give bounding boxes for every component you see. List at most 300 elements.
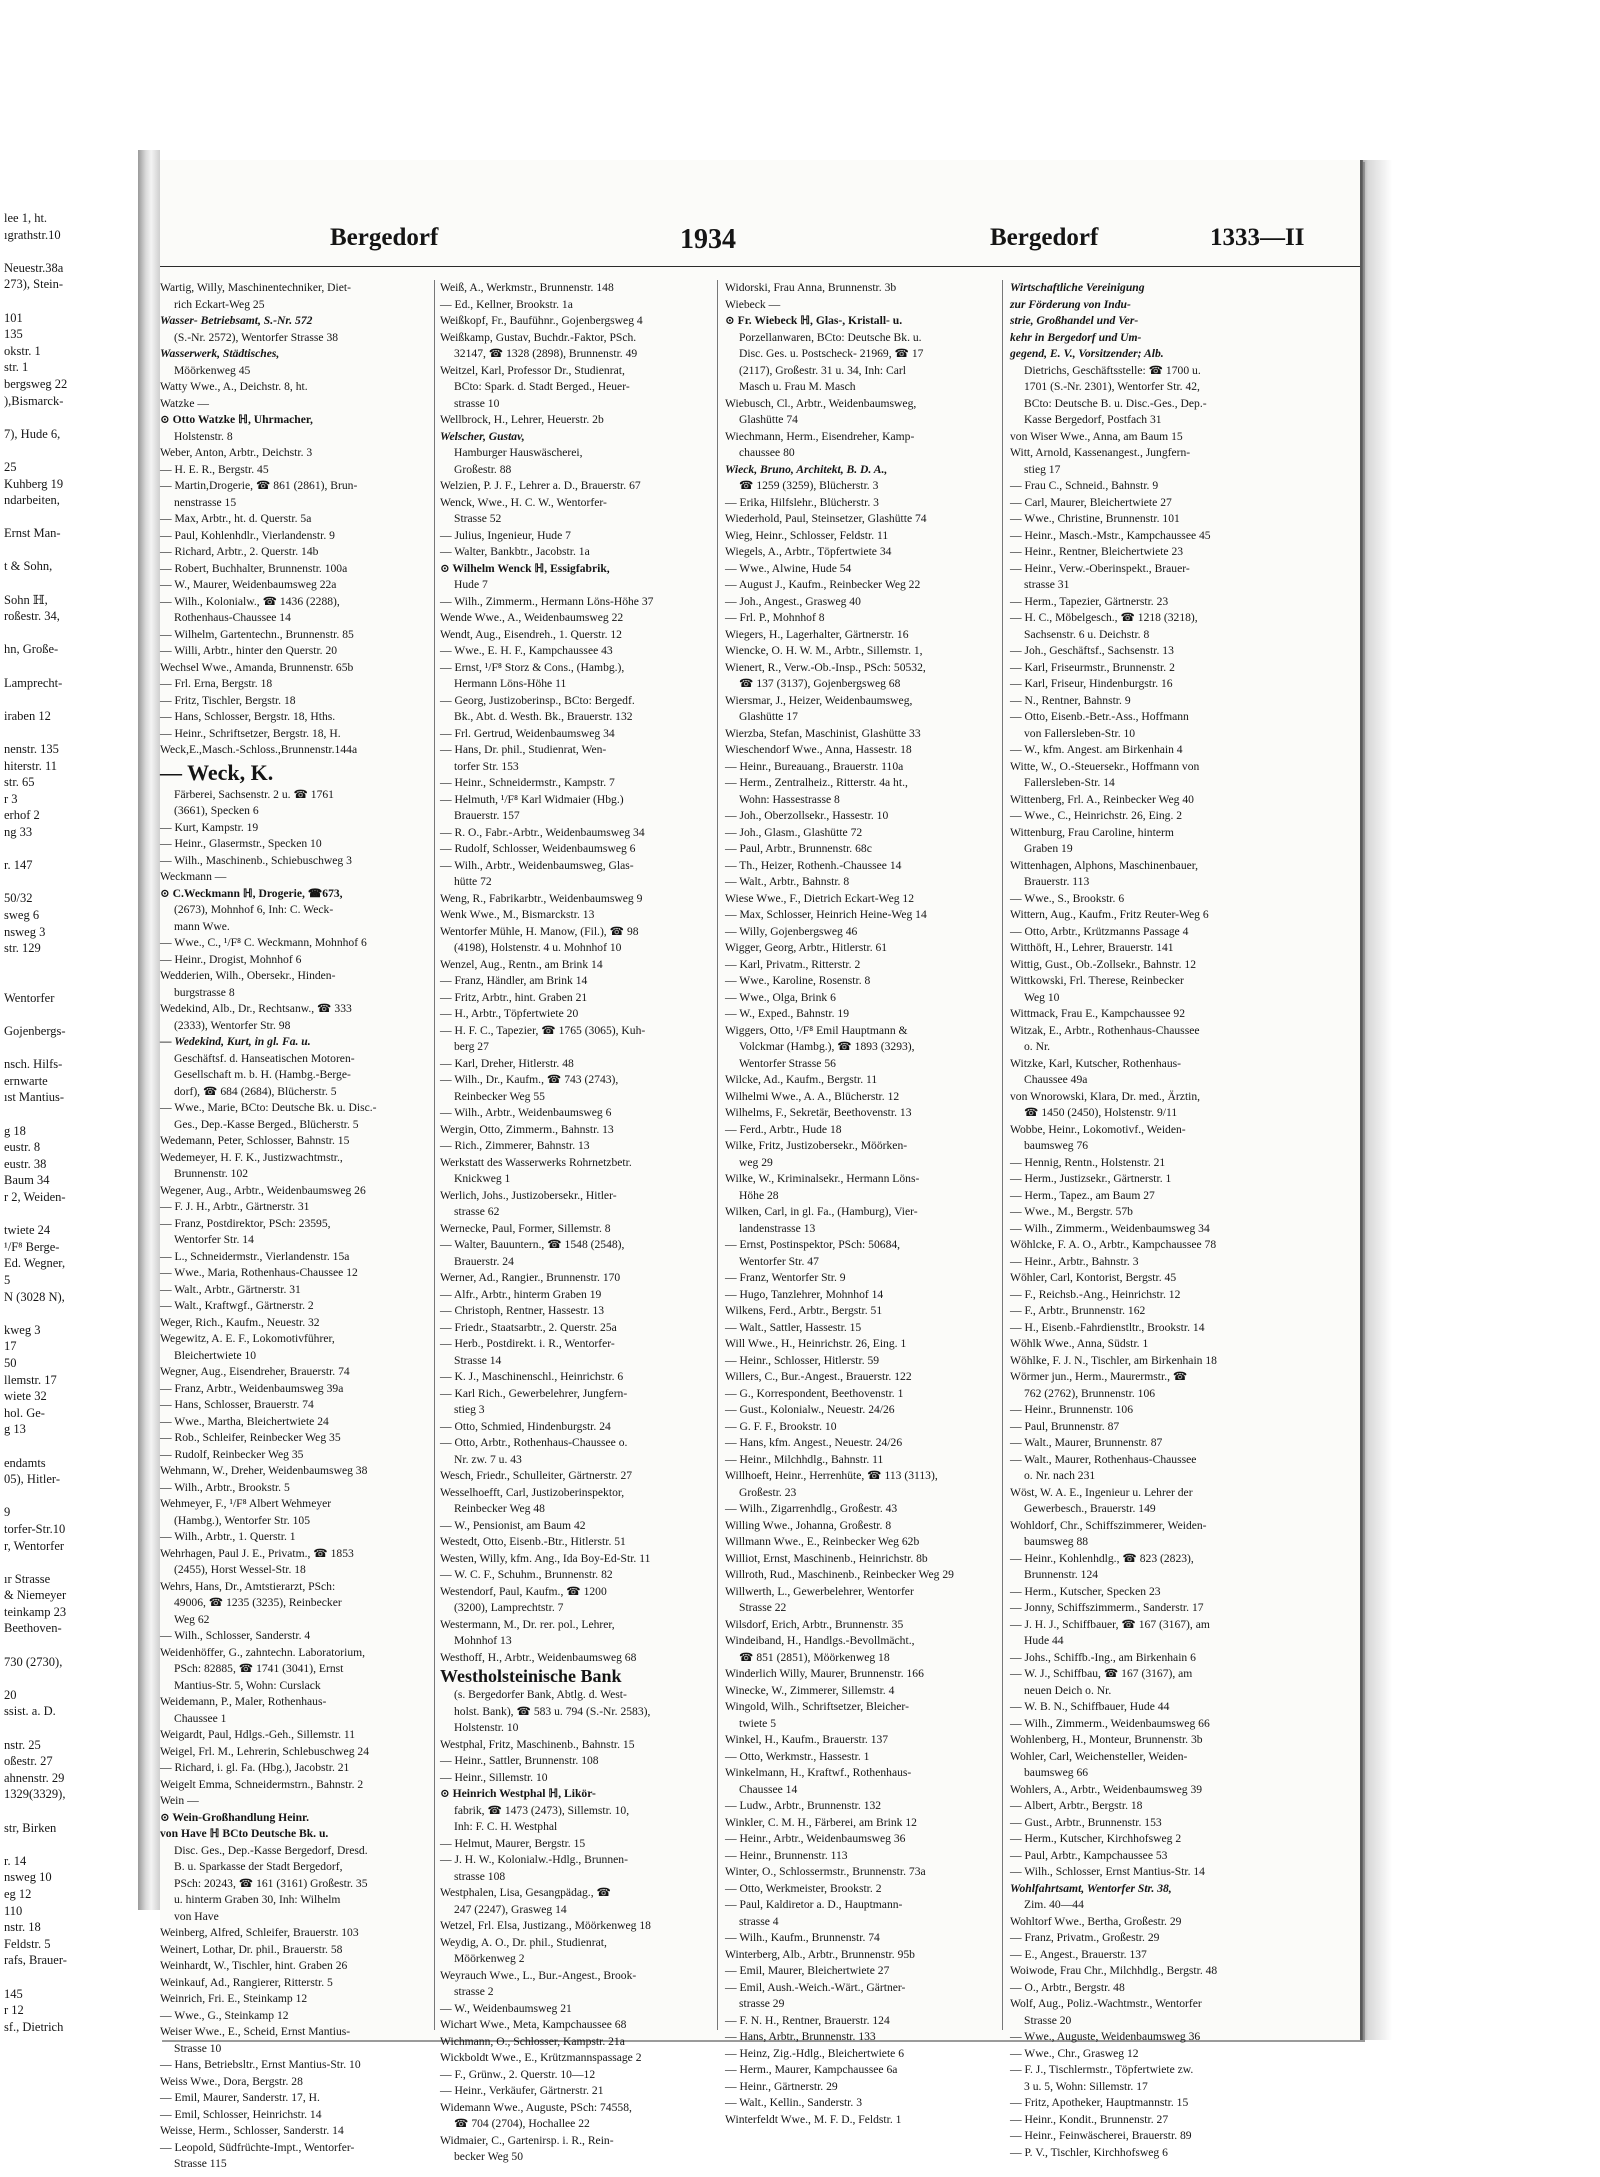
directory-entry: Möörkenweg 2 [454,1952,525,1965]
header-rule [160,266,1360,267]
directory-entry: — Julius, Ingenieur, Hude 7 [440,528,571,542]
directory-entry: — Herm., Kutscher, Specken 23 [1010,1584,1161,1598]
directory-entry: — Emil, Aush.-Weich.-Wärt., Gärtner- [725,1980,906,1994]
directory-column-3 [725,280,990,2128]
directory-entry: Weg 62 [174,1612,210,1626]
directory-entry: Wilhelms, F., Sekretär, Beethovenstr. 13 [725,1106,912,1119]
directory-entry: Willroth, Rud., Maschinenb., Reinbecker Weg 29 [725,1568,954,1581]
directory-entry: — W., Pensionist, am Baum 42 [440,1518,586,1532]
directory-entry: ⊙ Fr. Wiebeck ℍ, Glas-, Kristall- u. [725,314,903,327]
directory-entry: — Wilh., Maschinenb., Schiebuschweg 3 [160,853,352,867]
adjacent-page-line: hol. Ge- [4,1405,45,1420]
directory-entry: — Wilh., Arbtr., 1. Querstr. 1 [160,1530,296,1543]
adjacent-page-line [4,1305,129,1322]
directory-entry: — Emil, Schlosser, Heinrichstr. 14 [160,2107,322,2121]
adjacent-page-line: erhof 2 [4,808,40,823]
adjacent-page-line: ır Strasse [4,1571,51,1586]
adjacent-page-line: sweg 6 [4,907,40,922]
directory-entry: ☎ 1450 (2450), Holstenstr. 9/11 [1024,1106,1178,1119]
directory-entry: strasse 29 [739,1997,785,2010]
directory-entry: — Richard, Arbtr., 2. Querstr. 14b [160,545,319,558]
adjacent-page-line: r. 147 [4,858,33,873]
directory-entry: weg 29 [739,1155,773,1169]
directory-entry: Wilsdorf, Erich, Arbtr., Brunnenstr. 35 [725,1617,904,1631]
directory-entry: strasse 31 [1024,578,1070,591]
directory-entry: Disc. Ges., Dep.-Kasse Bergedorf, Dresd. [174,1843,368,1857]
adjacent-page-line [4,1040,129,1057]
adjacent-page-line: Baum 34 [4,1173,50,1188]
directory-entry: von Have ℍ BCto Deutsche Bk. u. [160,1827,329,1840]
directory-entry: Watty Wwe., A., Deichstr. 8, ht. [160,380,308,393]
directory-entry: — Walt., Kraftwgf., Gärtnerstr. 2 [160,1299,314,1312]
directory-entry: hütte 72 [454,875,492,888]
directory-entry: Westphalen, Lisa, Gesangpädag., ☎ [440,1886,611,1899]
directory-entry: — Walt., Arbtr., Gärtnerstr. 31 [160,1282,301,1296]
directory-entry: — Heinr., Brunnenstr. 106 [1010,1403,1134,1416]
adjacent-page-line: teinkamp 23 [4,1604,67,1619]
adjacent-page-line: endamts [4,1455,46,1470]
directory-entry: Wiederhold, Paul, Steinsetzer, Glashütte 74 [725,512,927,525]
directory-entry: — Karl Rich., Gewerbelehrer, Jungfern- [440,1386,628,1400]
adjacent-page-line [4,1206,129,1223]
directory-entry: 3 u. 5, Wohn: Sillemstr. 17 [1024,2079,1148,2093]
adjacent-page-line: eustr. 8 [4,1140,41,1155]
directory-entry: — Walt., Sattler, Hassestr. 15 [725,1320,862,1334]
directory-entry: Knickweg 1 [454,1172,511,1185]
directory-entry: — Joh., Geschäftsf., Sachsenstr. 13 [1010,644,1174,657]
directory-entry: — G., Korrespondent, Beethovenstr. 1 [725,1386,904,1400]
directory-entry: — Frl. Gertrud, Weidenbaumsweg 34 [440,726,615,740]
directory-entry: — E., Angest., Brauerstr. 137 [1010,1947,1147,1961]
adjacent-page-line [4,509,129,526]
directory-entry: — Wwe., Christine, Brunnenstr. 101 [1010,512,1180,525]
directory-entry: — H. E. R., Bergstr. 45 [160,462,269,476]
directory-entry: Wienert, R., Verw.-Ob.-Insp., PSch: 50532, [725,660,926,674]
directory-entry: Gewerbesch., Brauerstr. 149 [1024,1502,1156,1515]
directory-entry: Weiss Wwe., Dora, Bergstr. 28 [160,2074,303,2088]
directory-entry: — K. J., Maschinenschl., Heinrichstr. 6 [440,1370,624,1383]
directory-entry: Wigger, Georg, Arbtr., Hitlerstr. 61 [725,941,888,954]
directory-entry: Weinrich, Fri. E., Steinkamp 12 [160,1992,308,2005]
directory-entry: — Wwe., Karoline, Rosenstr. 8 [725,974,871,987]
directory-entry: Wirtschaftliche Vereinigung [1010,281,1145,294]
directory-entry: Wetzel, Frl. Elsa, Justizang., Möörkenweg 18 [440,1919,651,1932]
adjacent-page-line: Neuestr.38a [4,260,64,275]
adjacent-page-line: oßestr. 27 [4,1754,53,1769]
column-rule [717,280,718,2030]
adjacent-page-line: 273), Stein- [4,277,64,292]
directory-entry: Ges., Dep.-Kasse Berged., Blücherstr. 5 [174,1117,359,1131]
adjacent-page-line [4,1670,129,1687]
adjacent-page-line: 20 [4,1687,17,1702]
adjacent-page-line [4,1720,129,1737]
directory-entry: Wohltorf Wwe., Bertha, Großestr. 29 [1010,1914,1182,1928]
directory-entry: — Wilh., Arbtr., Brookstr. 5 [160,1480,290,1494]
directory-entry: — Wilh., Zigarrenhdlg., Großestr. 43 [725,1502,898,1515]
adjacent-page-line: nsweg 3 [4,924,46,939]
directory-entry: Hude 7 [454,578,488,591]
directory-entry: o. Nr. [1024,1040,1051,1053]
directory-entry: — Franz, Privatm., Großestr. 29 [1010,1931,1160,1944]
directory-entry: — Helmut, Maurer, Bergstr. 15 [440,1836,586,1850]
directory-entry: — Ernst, ¹/F⁸ Storz & Cons., (Hambg.), [440,660,625,674]
directory-entry: — Heinr., Arbtr., Bahnstr. 3 [1010,1254,1139,1268]
directory-entry: baumsweg 88 [1024,1535,1089,1548]
directory-entry: — Hans, Schlosser, Bergstr. 18, Hths. [160,710,336,723]
directory-entry: — Heinr., Gärtnerstr. 29 [725,2079,838,2093]
directory-entry: — Max, Schlosser, Heinrich Heine-Weg 14 [725,908,927,921]
adjacent-page-line: ),Bismarck- [4,393,64,408]
directory-entry: Chaussee 1 [174,1711,227,1725]
adjacent-page-line: hiterstr. 11 [4,758,58,773]
directory-entry: Witthöft, H., Lehrer, Brauerstr. 141 [1010,941,1174,954]
directory-entry: Mohnhof 13 [454,1634,512,1647]
adjacent-page-line: nstr. 18 [4,1920,41,1935]
directory-entry: Wegner, Aug., Eisendreher, Brauerstr. 74 [160,1365,350,1378]
directory-entry: Brauerstr. 24 [454,1254,514,1268]
directory-entry: Westedt, Otto, Eisenb.-Btr., Hitlerstr. 51 [440,1535,626,1548]
directory-entry: Strasse 10 [174,2041,222,2055]
adjacent-page-line [4,1488,129,1505]
adjacent-page-line [4,575,129,592]
directory-entry: — F., Grünw., 2. Querstr. 10—12 [440,2067,596,2081]
directory-entry: Fallersleben-Str. 14 [1024,776,1115,789]
directory-entry: — Hennig, Rentn., Holstenstr. 21 [1010,1155,1166,1169]
directory-entry: — Heinr., Sattler, Brunnenstr. 108 [440,1754,599,1767]
directory-entry: Winkelmann, H., Kraftwf., Rothenhaus- [725,1766,912,1779]
adjacent-page-line [4,874,129,891]
directory-entry: — Herm., Maurer, Kampchaussee 6a [725,2063,898,2076]
directory-entry: Wentorfer Str. 47 [739,1254,819,1268]
directory-entry: — Emil, Maurer, Sanderstr. 17, H. [160,2091,320,2104]
adjacent-page-line: g 13 [4,1422,26,1437]
directory-entry: burgstrasse 8 [174,985,235,999]
directory-entry: — F. J. H., Arbtr., Gärtnerstr. 31 [160,1200,310,1213]
directory-entry: — Heinr., Feinwäscherei, Brauerstr. 89 [1010,2129,1192,2142]
directory-entry: torfer Str. 153 [454,759,519,773]
adjacent-page-line [4,1554,129,1571]
directory-entry: — Wilh., Zimmerm., Weidenbaumsweg 34 [1010,1221,1210,1235]
directory-entry: Wittmack, Frau E., Kampchaussee 92 [1010,1007,1185,1020]
adjacent-page-line: 1329(3329), [4,1787,66,1802]
directory-entry: — Franz, Postdirektor, PSch: 23595, [160,1216,331,1230]
directory-entry: kehr in Bergedorf und Um- [1010,330,1142,344]
directory-entry: — Ferd., Arbtr., Hude 18 [725,1122,842,1136]
directory-entry: Wöhlke, F. J. N., Tischler, am Birkenhain 18 [1010,1353,1217,1367]
directory-entry: — Heinr., Sillemstr. 10 [440,1770,548,1784]
directory-entry: — Heinr., Brunnenstr. 113 [725,1848,848,1862]
directory-entry: Großestr. 23 [739,1485,797,1499]
directory-entry: Wentorfer Strasse 56 [739,1056,836,1070]
directory-entry: Weger, Rich., Kaufm., Neuestr. 32 [160,1315,320,1329]
directory-entry: — Th., Heizer, Rothenh.-Chaussee 14 [725,858,902,872]
directory-entry: ☎ 1259 (3259), Blücherstr. 3 [739,479,879,492]
adjacent-page-line: str. 129 [4,941,41,956]
directory-entry: Wegener, Aug., Arbtr., Weidenbaumsweg 26 [160,1183,366,1197]
directory-entry: — Wilh., Zimmerm., Weidenbaumsweg 66 [1010,1716,1210,1730]
directory-entry: Will Wwe., H., Heinrichstr. 26, Eing. 1 [725,1337,907,1350]
directory-column-2 [440,280,705,2166]
adjacent-page-line: nsweg 10 [4,1870,52,1885]
directory-entry: — R. O., Fabr.-Arbtr., Weidenbaumsweg 34 [440,825,645,839]
directory-entry: — Paul, Arbtr., Kampchaussee 53 [1010,1848,1168,1862]
directory-entry: — Wwe., G., Steinkamp 12 [160,2008,289,2022]
page-header [160,224,1360,264]
directory-entry: stieg 17 [1024,462,1061,476]
directory-entry: Wedemeyer, H. F. K., Justizwachtmstr., [160,1150,343,1164]
adjacent-page-line: wiete 32 [4,1389,47,1404]
directory-entry: gegend, E. V., Vorsitzender; Alb. [1010,347,1164,360]
directory-entry: — Heinr., Schriftsetzer, Bergstr. 18, H. [160,726,341,740]
directory-entry: Weißkopf, Fr., Baufühnr., Gojenbergsweg 4 [440,314,643,327]
directory-entry: — Max, Arbtr., ht. d. Querstr. 5a [160,512,312,525]
directory-entry: Willwerth, L., Gewerbelehrer, Wentorfer [725,1584,914,1598]
directory-entry: Holstenstr. 10 [454,1721,519,1734]
directory-entry: (S.-Nr. 2572), Wentorfer Strasse 38 [174,330,339,344]
adjacent-page-line: 145 [4,1986,23,2001]
directory-entry: — G. F. F., Brookstr. 10 [725,1419,837,1433]
directory-entry: — Heinr., Arbtr., Weidenbaumsweg 36 [725,1832,906,1845]
directory-entry: strasse 4 [739,1914,779,1928]
adjacent-page-line: rafs, Brauer- [4,1953,67,1968]
directory-entry: — Hans, Dr. phil., Studienrat, Wen- [440,743,607,756]
directory-entry: Widorski, Frau Anna, Brunnenstr. 3b [725,281,897,294]
directory-entry: — Rob., Schleifer, Reinbecker Weg 35 [160,1431,341,1444]
directory-entry: — Paul, Kohlenhdlr., Vierlandenstr. 9 [160,528,335,542]
adjacent-page-line: torfer-Str.10 [4,1521,66,1536]
directory-entry: Westermann, M., Dr. rer. pol., Lehrer, [440,1617,615,1631]
directory-entry: — Wwe., C., ¹/F⁸ C. Weckmann, Mohnhof 6 [160,936,367,949]
directory-page [160,160,1363,2170]
directory-entry: Wein — [160,1794,199,1807]
adjacent-page-line [4,1007,129,1024]
directory-entry: — Fritz, Apotheker, Hauptmannstr. 15 [1010,2096,1189,2109]
directory-entry: — Herb., Postdirekt. i. R., Wentorfer- [440,1337,615,1350]
directory-entry: — August J., Kaufm., Reinbecker Weg 22 [725,578,921,591]
directory-entry: Brauerstr. 113 [1024,875,1090,888]
directory-entry: Welscher, Gustav, [440,429,525,443]
column-rule [1002,280,1003,2030]
directory-entry: Porzellanwaren, BCto: Deutsche Bk. u. [739,330,922,344]
directory-entry: Wenk Wwe., M., Bismarckstr. 13 [440,908,595,921]
directory-entry: — Otto, Werkmeister, Brookstr. 2 [725,1881,882,1895]
adjacent-page-line [4,841,129,858]
directory-entry: Chaussee 49a [1024,1073,1088,1086]
directory-entry: Graben 19 [1024,842,1073,855]
directory-entry: — Wilh., Dr., Kaufm., ☎ 743 (2743), [440,1073,619,1086]
directory-entry: Strasse 22 [739,1601,787,1614]
directory-entry: Nr. zw. 7 u. 43 [454,1452,522,1466]
directory-entry: — Herm., Justizsekr., Gärtnerstr. 1 [1010,1172,1172,1185]
directory-entry: — Albert, Arbtr., Bergstr. 18 [1010,1799,1143,1812]
directory-entry: Brunnenstr. 124 [1024,1568,1099,1581]
directory-entry: Wittkowski, Frl. Therese, Reinbecker [1010,974,1184,987]
directory-entry: — Wwe., Marie, BCto: Deutsche Bk. u. Disc.- [160,1101,377,1114]
directory-entry: Weinberg, Alfred, Schleifer, Brauerstr. 103 [160,1926,359,1939]
directory-entry: Inh: F. C. H. Westphal [454,1820,558,1833]
directory-entry: Wobbe, Heinr., Lokomotivf., Weiden- [1010,1122,1186,1136]
directory-entry: strasse 2 [454,1985,494,1998]
adjacent-page-line: nstr. 25 [4,1737,41,1752]
directory-entry: Glashütte 17 [739,710,798,723]
directory-entry: — Walter, Bankbtr., Jacobstr. 1a [440,545,590,558]
adjacent-page-line: eustr. 38 [4,1156,47,1171]
directory-entry: BCto: Spark. d. Stadt Berged., Heuer- [454,380,630,393]
directory-entry: Wieck, Bruno, Architekt, B. D. A., [725,462,888,476]
directory-entry: Bk., Abt. d. Westh. Bk., Brauerstr. 132 [454,710,633,723]
directory-entry: — L., Schneidermstr., Vierlandenstr. 15a [160,1249,350,1263]
directory-entry: von Wiser Wwe., Anna, am Baum 15 [1010,429,1183,443]
directory-entry: — Weck, K. [160,759,274,785]
directory-entry: — Alfr., Arbtr., hinterm Graben 19 [440,1287,602,1301]
directory-entry: Wenck, Wwe., H. C. W., Wentorfer- [440,495,607,509]
directory-entry: — Otto, Arbtr., Krützmanns Passage 4 [1010,924,1189,938]
directory-entry: — Carl, Maurer, Bleichertwiete 27 [1010,495,1172,509]
directory-entry: Sachsenstr. 6 u. Deichstr. 8 [1024,627,1150,641]
directory-entry: Wechsel Wwe., Amanda, Brunnenstr. 65b [160,660,354,674]
directory-entry: Wingold, Wilh., Schriftsetzer, Bleicher- [725,1700,909,1713]
adjacent-page-line: llemstr. 17 [4,1372,57,1387]
directory-entry: Willmann Wwe., E., Reinbecker Weg 62b [725,1535,920,1548]
directory-entry: Westendorf, Paul, Kaufm., ☎ 1200 [440,1584,607,1598]
directory-entry: — Frau C., Schneid., Bahnstr. 9 [1010,479,1159,492]
directory-entry: ☎ 851 (2851), Möörkenweg 18 [739,1650,890,1664]
directory-entry: — H. F. C., Tapezier, ☎ 1765 (3065), Kuh- [440,1023,646,1037]
directory-entry: Wentorfer Mühle, H. Manow, (Fil.), ☎ 98 [440,924,639,938]
adjacent-page-line [4,243,129,260]
adjacent-page-line: 110 [4,1903,23,1918]
directory-entry: — Heinr., Milchhdlg., Bahnstr. 11 [725,1452,884,1466]
directory-entry: — Robert, Buchhalter, Brunnenstr. 100a [160,561,348,575]
directory-entry: — Erika, Hilfslehr., Blücherstr. 3 [725,495,879,509]
directory-entry: Wesselhoefft, Carl, Justizoberinspektor, [440,1485,625,1499]
directory-entry: Wohler, Carl, Weichensteller, Weiden- [1010,1749,1188,1763]
directory-entry: — Kurt, Kampstr. 19 [160,820,259,834]
directory-entry: — Ed., Kellner, Brookstr. 1a [440,297,573,311]
directory-entry: — Emil, Maurer, Bleichertwiete 27 [725,1964,890,1977]
directory-entry: berg 27 [454,1040,489,1053]
directory-entry: ⊙ Wilhelm Wenck ℍ, Essigfabrik, [440,561,610,575]
directory-entry: Wolf, Aug., Poliz.-Wachtmstr., Wentorfer [1010,1997,1202,2010]
directory-entry: Chaussee 14 [739,1782,798,1796]
directory-entry: Wiechmann, Herm., Eisendreher, Kamp- [725,429,915,443]
adjacent-page-line [4,1803,129,1820]
directory-entry: Wehrs, Hans, Dr., Amtstierarzt, PSch: [160,1579,336,1593]
directory-entry: — Wwe., E. H. F., Kampchaussee 43 [440,644,613,657]
directory-entry: — Walt., Kellin., Sanderstr. 3 [725,2096,862,2109]
directory-entry: Hermann Löns-Höhe 11 [454,677,567,690]
directory-entry: — Rudolf, Reinbecker Weg 35 [160,1447,304,1461]
directory-entry: — Wwe., M., Bergstr. 57b [1010,1205,1133,1218]
adjacent-page-line: Wentorfer [4,990,55,1005]
directory-entry: Wilhelmi Wwe., A. A., Blücherstr. 12 [725,1089,900,1103]
directory-entry: Wieschendorf Wwe., Anna, Hassestr. 18 [725,743,912,756]
directory-entry: Wiegers, H., Lagerhalter, Gärtnerstr. 16 [725,627,909,641]
directory-entry: Winderlich Willy, Maurer, Brunnenstr. 166 [725,1667,924,1680]
directory-entry: Wende Wwe., A., Weidenbaumsweg 22 [440,611,624,624]
adjacent-page-line: r 12 [4,2003,24,2018]
directory-entry: Wergin, Otto, Zimmerm., Bahnstr. 13 [440,1122,614,1136]
directory-entry: Winter, O., Schlossermstr., Brunnenstr. 73a [725,1865,926,1878]
directory-entry: Weidemann, P., Maler, Rothenhaus- [160,1695,327,1708]
directory-entry: — Christoph, Rentner, Hassestr. 13 [440,1304,605,1317]
directory-entry: twiete 5 [739,1716,777,1730]
adjacent-page-line: ahnenstr. 29 [4,1770,65,1785]
directory-entry: — Wilh., Schlosser, Sanderstr. 4 [160,1629,311,1642]
directory-entry: Winkler, C. M. H., Färberei, am Brink 12 [725,1815,917,1829]
directory-entry: (2455), Horst Wessel-Str. 18 [174,1563,306,1576]
directory-entry: Wesch, Friedr., Schulleiter, Gärtnerstr. 27 [440,1469,633,1482]
directory-entry: — O., Arbtr., Bergstr. 48 [1010,1980,1125,1994]
directory-column-4 [1010,280,1310,2161]
directory-entry: — Hans, Betriebsltr., Ernst Mantius-Str. 10 [160,2058,361,2071]
directory-entry: — Otto, Werkmstr., Hassestr. 1 [725,1749,870,1763]
directory-entry: Wiebusch, Cl., Arbtr., Weidenbaumsweg, [725,396,917,410]
adjacent-page-line: 7), Hude 6, [4,426,61,441]
directory-entry: — Walter, Bauuntern., ☎ 1548 (2548), [440,1238,625,1251]
directory-entry: Wendt, Aug., Eisendreh., 1. Querstr. 12 [440,627,622,641]
directory-entry: — Ernst, Postinspektor, PSch: 50684, [725,1238,901,1251]
directory-entry: — P. V., Tischler, Kirchhofsweg 6 [1010,2145,1168,2159]
directory-entry: 247 (2247), Grasweg 14 [454,1902,567,1916]
directory-entry: — Hans, kfm. Angest., Neuestr. 24/26 [725,1436,903,1449]
adjacent-page-line: r, Wentorfer [4,1538,65,1553]
directory-entry: — W., Maurer, Weidenbaumsweg 22a [160,578,337,591]
directory-entry: Wiersmar, J., Heizer, Weidenbaumsweg, [725,693,913,707]
directory-entry: — Otto, Schmied, Hindenburgstr. 24 [440,1419,611,1433]
directory-entry: Willers, C., Bur.-Angest., Brauerstr. 122 [725,1370,912,1383]
adjacent-page-line [4,625,129,642]
directory-entry: — Heinz, Zig.-Hdlg., Bleichertwiete 6 [725,2046,905,2060]
directory-entry: Wedemann, Peter, Schlosser, Bahnstr. 15 [160,1134,350,1147]
directory-entry: — W., Exped., Bahnstr. 19 [725,1007,849,1020]
directory-entry: Welzien, P. J. F., Lehrer a. D., Brauerstr. 67 [440,479,641,492]
adjacent-page-line: r 2, Weiden- [4,1190,66,1205]
directory-entry: (3200), Lamprechtstr. 7 [454,1601,564,1614]
directory-entry: Weisse, Herm., Schlosser, Sanderstr. 14 [160,2124,344,2137]
directory-entry: strasse 62 [454,1205,500,1218]
directory-entry: (2117), Großestr. 31 u. 34, Inh: Carl [739,363,907,377]
directory-entry: 762 (2762), Brunnenstr. 106 [1024,1386,1156,1400]
directory-entry: Hude 44 [1024,1634,1064,1647]
directory-entry: Witte, W., O.-Steuersekr., Hoffmann von [1010,759,1200,773]
adjacent-page-line: str. 1 [4,360,29,375]
directory-entry: Weidenhöffer, G., zahntechn. Laboratorium, [160,1645,366,1659]
directory-entry: — Heinr., Verkäufer, Gärtnerstr. 21 [440,2084,604,2097]
directory-entry: — Gust., Kolonialw., Neuestr. 24/26 [725,1403,895,1416]
directory-entry: Möörkenweg 45 [174,363,251,377]
adjacent-page-line: ıst Mantius- [4,1090,65,1105]
directory-entry: Wernecke, Paul, Former, Sillemstr. 8 [440,1221,611,1235]
directory-entry: — H., Eisenb.-Fahrdienstltr., Brookstr. 14 [1010,1320,1205,1334]
directory-entry: Willing Wwe., Johanna, Großestr. 8 [725,1518,892,1532]
directory-entry: Masch u. Frau M. Masch [739,380,856,393]
directory-entry: Wilke, W., Kriminalsekr., Hermann Löns- [725,1172,920,1185]
adjacent-page-line: 135 [4,327,23,342]
directory-entry: — Georg, Justizoberinsp., BCto: Bergedf. [440,693,635,707]
directory-entry: Wickboldt Wwe., E., Krützmannspassage 2 [440,2051,642,2064]
directory-entry: Weiser Wwe., E., Scheid, Ernst Mantius- [160,2025,351,2038]
directory-entry: fabrik, ☎ 1473 (2473), Sillemstr. 10, [454,1803,630,1817]
directory-entry: — Heinr., Schneidermstr., Kampstr. 7 [440,776,615,789]
directory-entry: — Wilh., Arbtr., Weidenbaumsweg 6 [440,1106,612,1119]
directory-entry: o. Nr. nach 231 [1024,1469,1096,1482]
directory-entry: Wiencke, O. H. W. M., Arbtr., Sillemstr. 1, [725,644,923,657]
directory-entry: Weißkamp, Gustav, Buchdr.-Faktor, PSch. [440,330,637,344]
directory-entry: Wittenberg, Frl. A., Reinbecker Weg 40 [1010,792,1194,806]
adjacent-page-line: iraben 12 [4,708,51,723]
directory-entry: — Heinr., Kondit., Brunnenstr. 27 [1010,2112,1169,2126]
